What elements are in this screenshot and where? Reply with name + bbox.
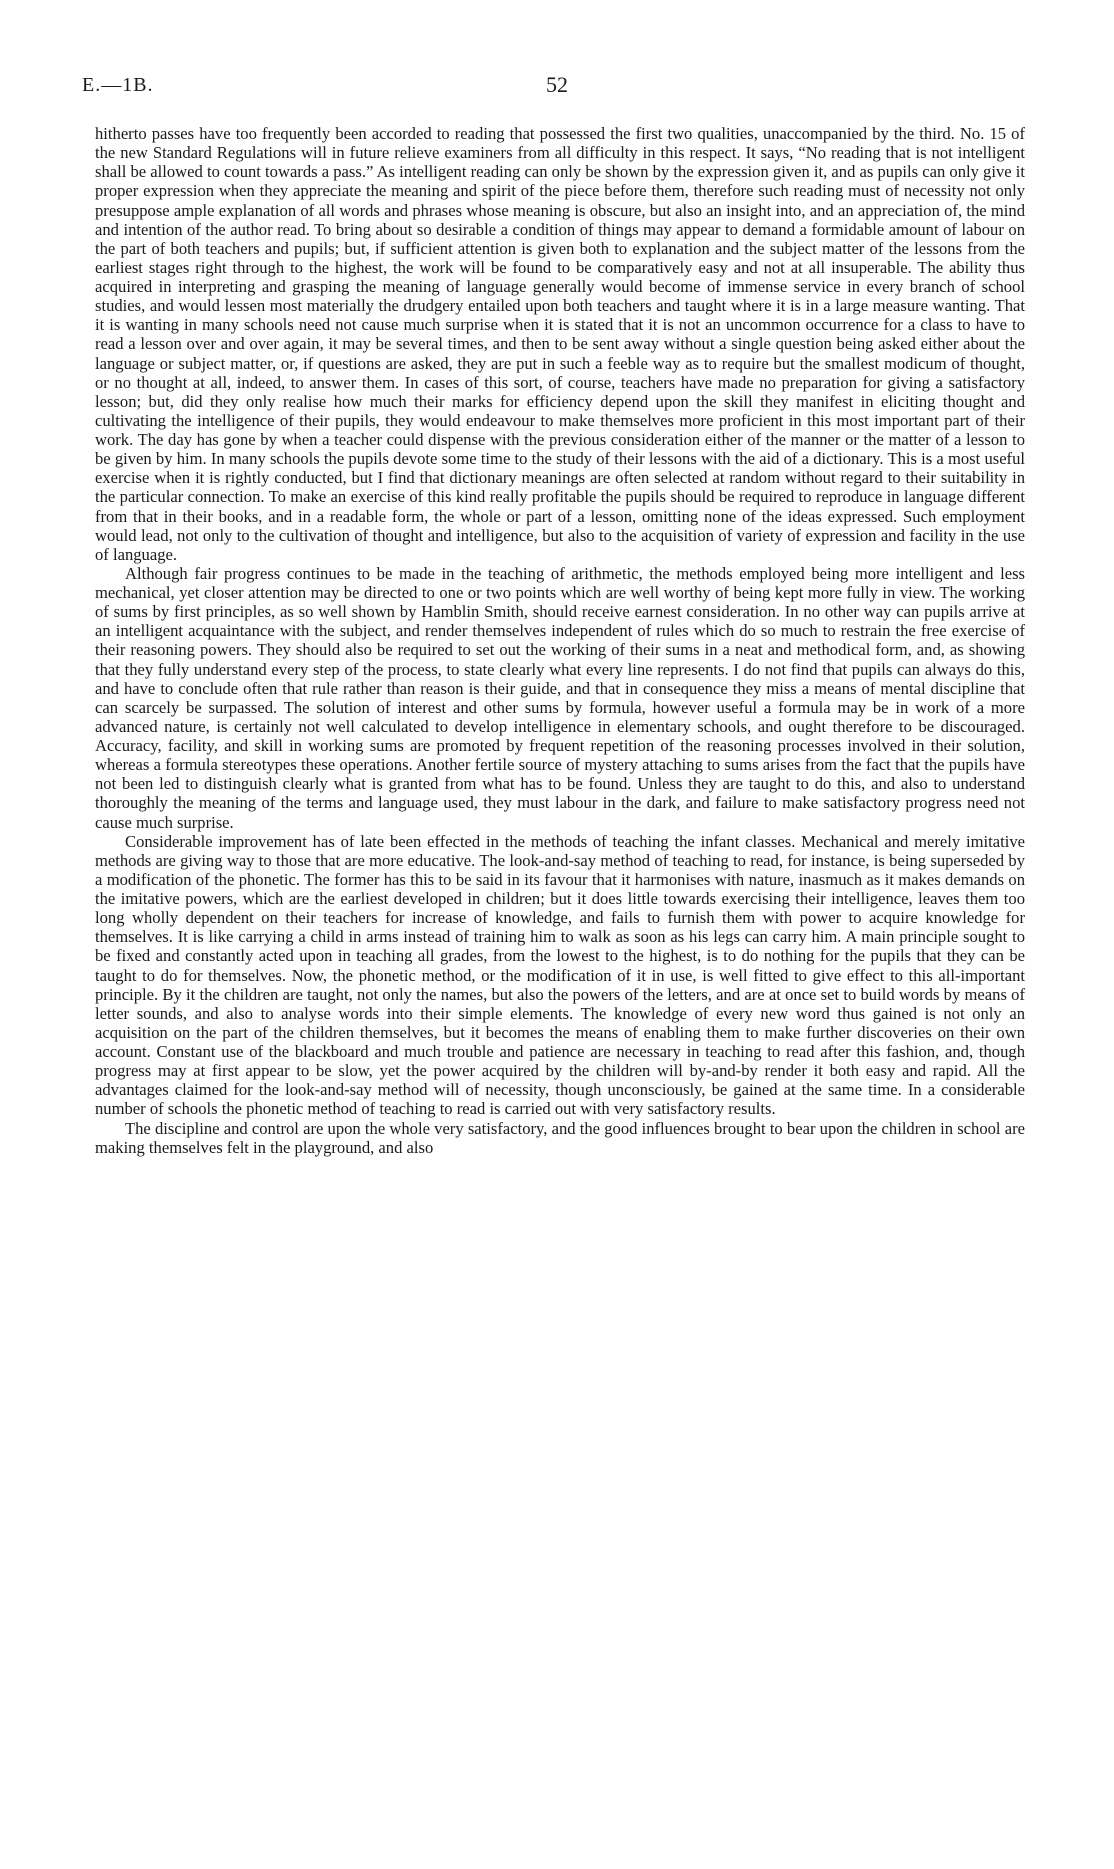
paragraph: hitherto passes have too frequently been accorded to reading that possessed the first two qualities, unaccompanied by the third. No. 15 of the new Standard Regulations will in future relieve examiners from all difficulty in this respect. It says, “No reading that is not intelligent shall be allowed to count towards a pass.” As intelligent reading can only be shown by the expression given it, and as pupils can only give it proper expression when they appreciate the meaning and spirit of the piece before them, therefore such reading must of necessity not only presuppose ample explanation of all words and phrases whose meaning is obscure, but also an insight into, and an appreciation of, the mind and intention of the author read. To bring about so desirable a condition of things may appear to demand a formidable amount of labour on the part of both teachers and pupils; but, if sufficient attention is given both to explanation and the subject matter of the lessons from the earliest stages right through to the highest, the work will be found to be comparatively easy and not at all insuperable. The ability thus acquired in interpreting and grasping the meaning of language generally would become of immense service in every branch of school studies, and would lessen most materially the drudgery entailed upon both teachers and taught where it is in a large measure wanting. That it is wanting in many schools need not cause much surprise when it is stated that it is not an uncommon occurrence for a class to have to read a lesson over and over again, it may be several times, and then to be sent away without a single question being asked either about the language or subject matter, or, if questions are asked, they are put in such a feeble way as to require but the smallest modicum of thought, or no thought at all, indeed, to answer them. In cases of this sort, of course, teachers have made no preparation for giving a satisfactory lesson; but, did they only realise how much their marks for efficiency depend upon the skill they manifest in eliciting thought and cultivating the intelligence of their pupils, they would endeavour to make themselves more proficient in this most important part of their work. The day has gone by when a teacher could dispense with the previous consideration either of the manner or the matter of a lesson to be given by him. In many schools the pupils devote some time to the study of their lessons with the aid of a dictionary. This is a most useful exercise when it is rightly conducted, but I find that dictionary meanings are often selected at random without regard to their suitability in the particular connection. To make an exercise of this kind really profitable the pupils should be required to reproduce in language different from that in their books, and in a readable form, the whole or part of a lesson, omitting none of the ideas expressed. Such employment would lead, not only to the cultivation of thought and intelligence, but also to the acquisition of variety of expression and facility in the use of language. (95, 124, 1025, 564)
paragraph: The discipline and control are upon the whole very satisfactory, and the good influences brought to bear upon the children in school are making themselves felt in the playground, and also (95, 1118, 1025, 1157)
page-number: 52 (546, 72, 568, 97)
document-reference: E.—1B. (82, 74, 154, 96)
paragraph: Although fair progress continues to be made in the teaching of arithmetic, the methods employed being more intelligent and less mechanical, yet closer attention may be directed to one or two points which are well worthy of being kept more fully in view. The working of sums by first principles, as so well shown by Hamblin Smith, should receive earnest consideration. In no other way can pupils arrive at an intelligent acquaintance with the subject, and render themselves independent of rules which do so much to restrain the free exercise of their reasoning powers. They should also be required to set out the working of their sums in a neat and methodical form, and, as showing that they fully understand every step of the process, to state clearly what every line represents. I do not find that pupils can always do this, and have to conclude often that rule rather than reason is their guide, and that in consequence they miss a means of mental discipline that can scarcely be surpassed. The solution of interest and other sums by formula, however useful a formula may be in work of a more advanced nature, is certainly not well calculated to develop intelligence in elementary schools, and ought therefore to be discouraged. Accuracy, facility, and skill in working sums are promoted by frequent repetition of the reasoning processes involved in their solution, whereas a formula stereotypes these operations. Another fertile source of mystery attaching to sums arises from the fact that the pupils have not been led to distinguish clearly what is granted from what has to be found. Unless they are taught to do this, and also to understand thoroughly the meaning of the terms and language used, they must labour in the dark, and failure to make satisfactory progress need not cause much surprise. (95, 563, 1025, 832)
paragraph: Considerable improvement has of late been effected in the methods of teaching the infant classes. Mechanical and merely imitative methods are giving way to those that are more educative. The look-and-say method of teaching to read, for instance, is being superseded by a modification of the phonetic. The former has this to be said in its favour that it harmonises with nature, inasmuch as it makes demands on the imitative powers, which are the earliest developed in children; but it does little towards exercising their intelligence, leaves them too long wholly dependent on their teachers for increase of knowledge, and fails to furnish them with power to acquire knowledge for themselves. It is like carrying a child in arms instead of training him to walk as soon as his legs can carry him. A main principle sought to be fixed and constantly acted upon in teaching all grades, from the lowest to the highest, is to do nothing for the pupils that they can be taught to do for themselves. Now, the phonetic method, or the modification of it in use, is well fitted to give effect to this all-important principle. By it the children are taught, not only the names, but also the powers of the letters, and are at once set to build words by means of letter sounds, and also to analyse words into their simple elements. The knowledge of every new word thus gained is not only an acquisition on the part of the children themselves, but it becomes the means of enabling them to make further discoveries on their own account. Constant use of the blackboard and much trouble and patience are necessary in teaching to read after this fashion, and, though progress may at first appear to be slow, yet the power acquired by the children will by-and-by render it both easy and rapid. All the advantages claimed for the look-and-say method will of necessity, though unconsciously, be gained at the same time. In a considerable number of schools the phonetic method of teaching to read is carried out with very satisfactory results. (95, 831, 1025, 1119)
body-text (95, 124, 1025, 1157)
